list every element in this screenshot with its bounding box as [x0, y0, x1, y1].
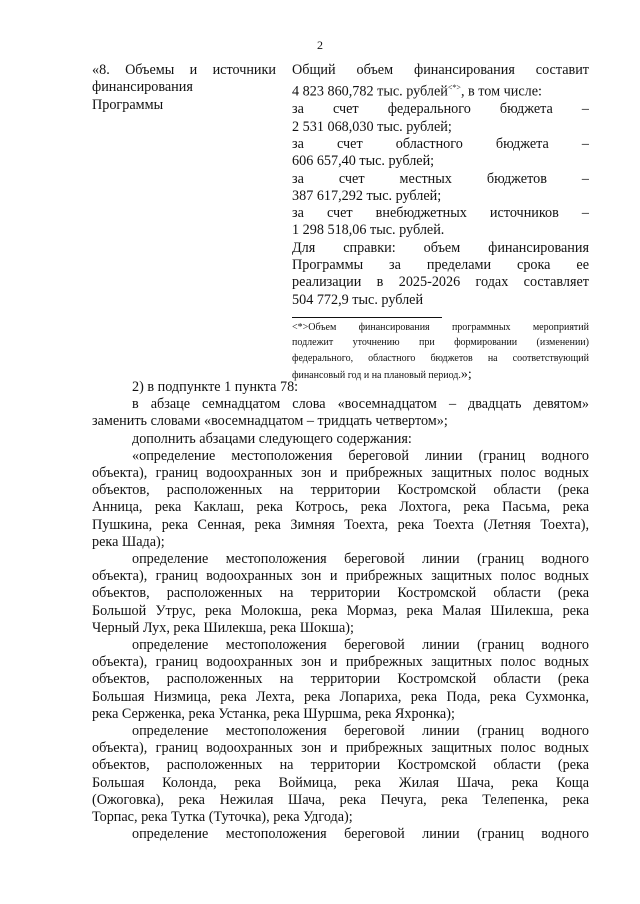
closing-quote: »; — [460, 366, 472, 382]
body-line: объекта), границ водоохранных зон и прибрежных защитных полос водных — [92, 465, 589, 482]
body-line: определение местоположения береговой линии (границ водного — [132, 551, 589, 568]
document-body — [92, 379, 589, 843]
body-line: объектов, расположенных на территории Костромской области (река — [92, 671, 589, 688]
section-8-heading — [92, 62, 276, 383]
total-amount-line — [292, 79, 589, 101]
total-line: Общий объем финансирования составит — [292, 62, 589, 78]
body-line: Пушкина, река Сенная, река Зимняя Тоехта, река Тоехта (Летняя Тоехта), — [92, 516, 589, 533]
local-line: за счет местных бюджетов – — [292, 170, 589, 187]
page-number: 2 — [317, 38, 323, 52]
body-line: в абзаце семнадцатом слова «восемнадцатом – двадцать девятом» — [132, 396, 589, 413]
regional-amount: 606 657,40 тыс. рублей; — [292, 153, 435, 170]
footnote-text: финансовый год и на плановый период. — [292, 369, 461, 381]
body-line: объекта), границ водоохранных зон и прибрежных защитных полос водных — [92, 654, 589, 671]
body-line: Анница, река Каклаш, река Котрось, река Лохтога, река Пасьма, река — [92, 499, 589, 516]
reference-line: реализации в 2025-2026 годах составляет — [292, 274, 589, 291]
body-line: определение местоположения береговой линии (границ водного — [132, 826, 589, 843]
extrabudget-line: за счет внебюджетных источников – — [292, 205, 589, 222]
heading-line: Программы — [92, 96, 164, 113]
body-line: (Ожоговка), река Нежилая Шача, река Печуга, река Телепенка, река — [92, 791, 589, 808]
body-line: Большая Низмица, река Лехта, река Лопариха, река Пода, река Сухмонка, — [92, 688, 589, 705]
total-suffix: , в том числе: — [460, 84, 542, 101]
reference-amount: 504 772,9 тыс. рублей — [292, 291, 424, 308]
body-line: объектов, расположенных на территории Костромской области (река — [92, 585, 589, 602]
footnote-line: <*>Объем финансирования программных мероприятий — [292, 321, 589, 333]
body-line: Торпас, река Тутка (Туточка), река Удгода); — [92, 809, 353, 826]
section-8-table — [92, 62, 589, 383]
extrabudget-amount: 1 298 518,06 тыс. рублей. — [292, 222, 445, 239]
regional-line: за счет областного бюджета – — [292, 135, 589, 152]
total-amount: 4 823 860,782 тыс. рублей — [292, 84, 448, 101]
federal-line: за счет федерального бюджета – — [292, 101, 589, 118]
reference-line: Программы за пределами срока ее — [292, 257, 589, 273]
body-line: «определение местоположения береговой линии (границ водного — [132, 447, 589, 464]
body-line: заменить словами «восемнадцатом – тридцать четвертом»; — [92, 413, 448, 430]
section-8-content — [292, 62, 589, 383]
body-line: дополнить абзацами следующего содержания: — [132, 430, 412, 447]
body-line: Большая Колонда, река Воймица, река Жилая Шача, река Коща — [92, 774, 589, 791]
body-line: объектов, расположенных на территории Костромской области (река — [92, 482, 589, 499]
reference-line: Для справки: объем финансирования — [292, 239, 589, 256]
body-line: объекта), границ водоохранных зон и прибрежных защитных полос водных — [92, 568, 589, 585]
federal-amount: 2 531 068,030 тыс. рублей; — [292, 118, 452, 135]
body-line: Черный Лух, река Шилекша, река Шокша); — [92, 619, 354, 636]
footnote-line: федерального, областного бюджетов на соответствующий — [292, 353, 589, 365]
body-line: Большой Утрус, река Молокша, река Мормаз, река Малая Шилекша, река — [92, 602, 589, 619]
footnote — [292, 317, 589, 383]
body-line: объекта), границ водоохранных зон и прибрежных защитных полос водных — [92, 740, 589, 757]
heading-line: «8. Объемы и источники — [92, 62, 276, 78]
body-line: 2) в подпункте 1 пункта 78: — [132, 379, 299, 395]
footnote-mark: <*> — [447, 83, 461, 93]
body-line: объектов, расположенных на территории Костромской области (река — [92, 757, 589, 774]
heading-line: финансирования — [92, 79, 193, 96]
footnote-line: подлежит уточнению при формировании (изменении) — [292, 337, 589, 349]
footnote-divider — [292, 317, 442, 318]
local-amount: 387 617,292 тыс. рублей; — [292, 187, 442, 204]
body-line: определение местоположения береговой линии (границ водного — [132, 637, 589, 654]
body-line: определение местоположения береговой линии (границ водного — [132, 723, 589, 740]
body-line: река Серженка, река Устанка, река Шуршма, река Яхронка); — [92, 705, 455, 722]
body-line: река Шада); — [92, 533, 165, 550]
